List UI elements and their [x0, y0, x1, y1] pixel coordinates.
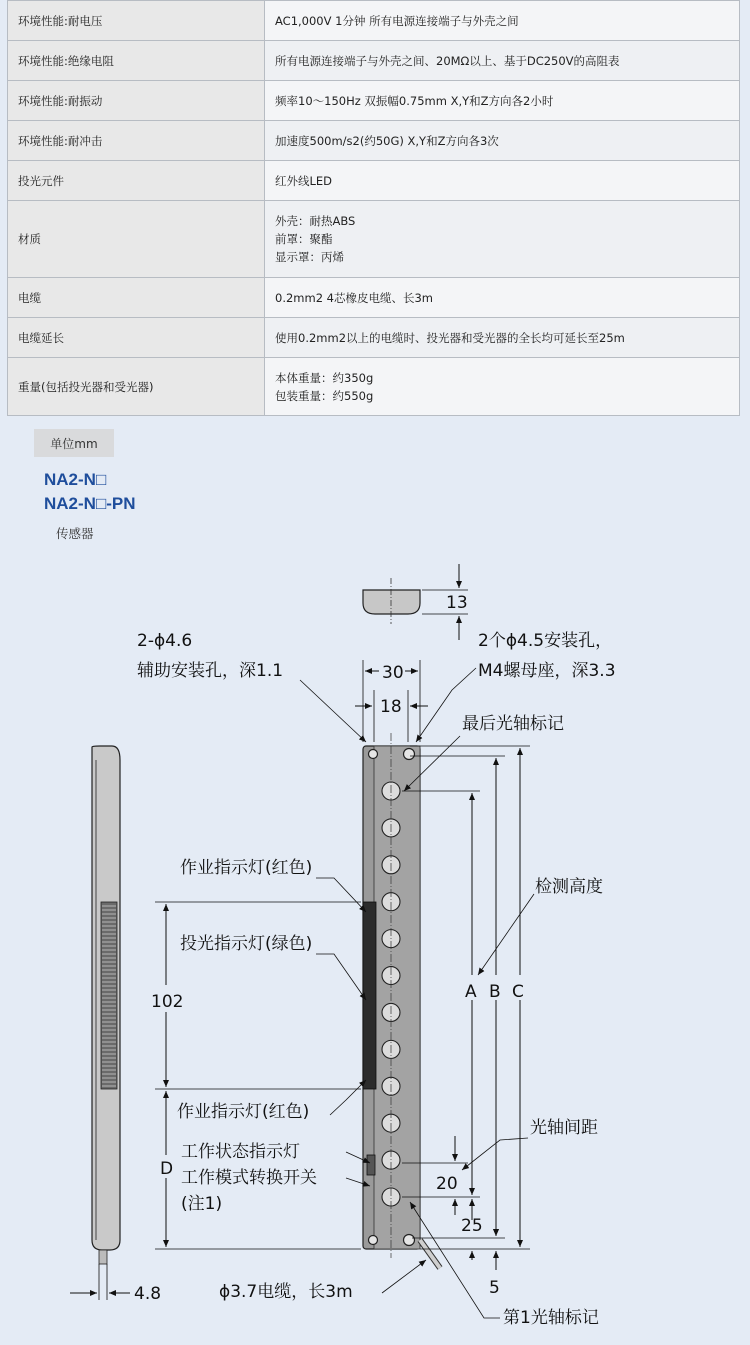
mount-hole	[369, 1236, 378, 1245]
dim-13: 13	[446, 593, 468, 613]
side-view	[70, 746, 130, 1300]
spec-key: 环境性能:耐冲击	[8, 121, 265, 161]
spec-key: 环境性能:耐振动	[8, 81, 265, 121]
dim-102: 102	[151, 992, 184, 1012]
spec-value-line: 红外线LED	[275, 173, 333, 188]
dim-4-8: 4.8	[134, 1284, 162, 1304]
spec-key: 电缆延长	[8, 318, 265, 358]
spec-value-line: 加速度500m/s2(约50G) X,Y和Z方向各3次	[275, 133, 499, 148]
dim-5: 5	[489, 1278, 500, 1298]
hole-label-desc: 辅助安装孔，深1.1	[137, 661, 284, 681]
dim-18: 18	[380, 697, 402, 717]
spec-key: 投光元件	[8, 161, 265, 201]
spec-value-line: 显示罩：丙烯	[275, 250, 344, 264]
dim-25: 25	[461, 1216, 483, 1236]
emit-indicator-green-label: 投光指示灯(绿色)	[180, 934, 313, 954]
spec-key: 环境性能:耐电压	[8, 1, 265, 41]
mount-hole	[404, 1235, 415, 1246]
spec-value-line: 前罩：聚酯	[275, 232, 333, 246]
mount-hole-label: 2个ϕ4.5安装孔，	[478, 631, 613, 651]
axis-pitch-label: 光轴间距	[530, 1118, 598, 1138]
spec-value-line: 本体重量：约350g	[275, 370, 374, 385]
mount-hole	[369, 750, 378, 759]
unit-label: 单位mm	[34, 429, 114, 457]
cable-label: ϕ3.7电缆，长3m	[219, 1282, 353, 1302]
status-indicator-label: 工作状态指示灯	[181, 1142, 300, 1162]
nut-seat-label: M4螺母座，深3.3	[478, 661, 616, 681]
dim-30: 30	[382, 663, 404, 683]
op-indicator-red-label: 作业指示灯(红色)	[180, 858, 313, 878]
spec-value-line: AC1,000V 1分钟 所有电源连接端子与外壳之间	[275, 13, 519, 28]
spec-value-line: 频率10～150Hz 双振幅0.75mm X,Y和Z方向各2小时	[275, 93, 554, 108]
front-view	[363, 733, 440, 1268]
hole-label-size: 2-ϕ4.6	[137, 631, 193, 651]
dim-A: A	[465, 982, 477, 1002]
dim-C: C	[512, 982, 524, 1002]
note-label: (注1)	[181, 1194, 223, 1214]
spec-key: 重量(包括投光器和受光器)	[8, 358, 265, 416]
model-name: NA2-N□	[44, 470, 107, 489]
dim-20: 20	[436, 1174, 458, 1194]
spec-value-line: 使用0.2mm2以上的电缆时、投光器和受光器的全长均可延长至25m	[275, 330, 625, 345]
mode-switch-label: 工作模式转换开关	[181, 1168, 317, 1188]
spec-value-line: 包装重量：约550g	[275, 388, 374, 403]
model-name: NA2-N□-PN	[44, 494, 136, 513]
spec-key: 电缆	[8, 278, 265, 318]
mount-hole	[404, 749, 415, 760]
spec-value-line: 外壳：耐热ABS	[275, 214, 356, 228]
first-axis-mark-label: 第1光轴标记	[503, 1308, 599, 1328]
last-axis-mark-label: 最后光轴标记	[462, 714, 564, 734]
detect-height-label: 检测高度	[535, 877, 603, 897]
op-indicator-red-bottom-label: 作业指示灯(红色)	[177, 1102, 310, 1122]
dim-B: B	[489, 982, 501, 1002]
spec-key: 环境性能:绝缘电阻	[8, 41, 265, 81]
spec-value-line: 所有电源连接端子与外壳之间、20MΩ以上、基于DC250V的高阻表	[275, 53, 620, 68]
sensor-label: 传感器	[56, 526, 94, 541]
dim-D: D	[160, 1159, 174, 1179]
spec-value-line: 0.2mm2 4芯橡皮电缆、长3m	[275, 290, 434, 305]
spec-key: 材质	[8, 201, 265, 278]
